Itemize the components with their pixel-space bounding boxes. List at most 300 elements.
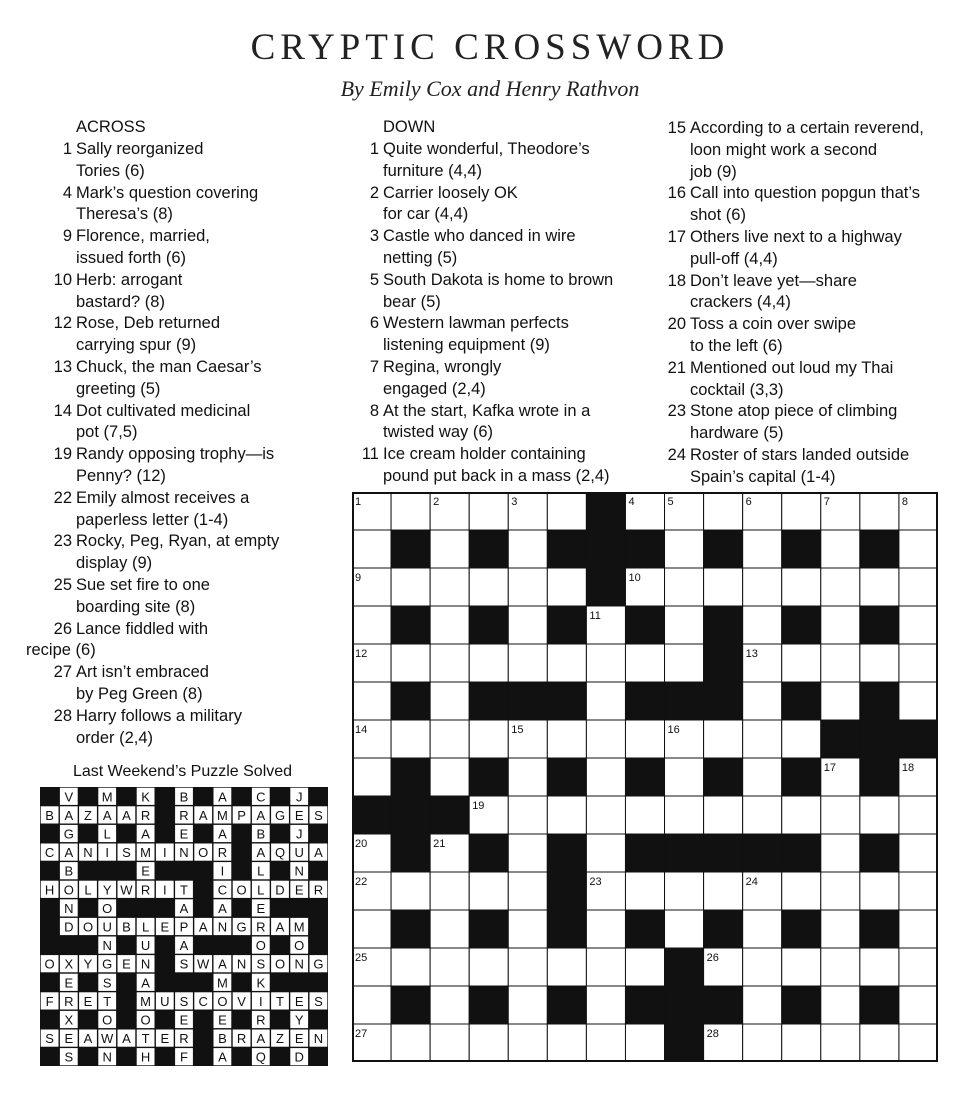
grid-cell[interactable] (508, 910, 547, 948)
clue-16[interactable] (660, 183, 960, 227)
black-square (547, 758, 586, 796)
grid-cell[interactable] (782, 644, 821, 682)
grid-cell[interactable] (391, 568, 430, 606)
grid-cell[interactable] (782, 492, 821, 530)
clue-23[interactable] (46, 531, 346, 575)
grid-cell[interactable] (508, 530, 547, 568)
grid-cell[interactable] (352, 682, 391, 720)
grid-cell[interactable] (508, 606, 547, 644)
clue-25[interactable] (46, 575, 346, 619)
clue-text: Sue set fire to one boarding site (8) (76, 575, 210, 616)
clue-text: Lance fiddled with (76, 619, 209, 638)
solved-letter: N (64, 900, 74, 916)
grid-cell[interactable] (704, 796, 743, 834)
black-square (469, 606, 508, 644)
grid-cell[interactable] (704, 720, 743, 758)
solved-letter: T (141, 1031, 150, 1047)
grid-cell[interactable] (430, 758, 469, 796)
grid-cell[interactable] (469, 872, 508, 910)
cell-number: 5 (667, 496, 674, 508)
black-square (665, 986, 704, 1024)
cell-number: 24 (745, 876, 758, 888)
solved-letter: E (141, 863, 150, 879)
clue-number: 14 (53, 401, 72, 420)
grid-cell[interactable] (508, 796, 547, 834)
clue-23[interactable] (660, 401, 960, 445)
grid-cell[interactable] (430, 682, 469, 720)
clue-19[interactable] (46, 444, 346, 488)
grid-cell[interactable] (821, 682, 860, 720)
clue-9[interactable] (46, 226, 346, 270)
clue-15[interactable] (660, 118, 960, 183)
cell-number: 7 (823, 496, 830, 508)
solved-letter: S (122, 845, 131, 861)
clue-number: 2 (369, 183, 379, 202)
solved-puzzle-grid (40, 787, 328, 1066)
grid-cell[interactable] (508, 644, 547, 682)
grid-cell[interactable] (469, 644, 508, 682)
solved-letter: S (102, 975, 112, 991)
clue-number: 3 (369, 227, 379, 246)
black-square (860, 986, 899, 1024)
grid-cell[interactable] (743, 986, 782, 1024)
clue-26[interactable] (46, 619, 346, 641)
grid-cell[interactable] (899, 606, 938, 644)
grid-cell[interactable] (782, 872, 821, 910)
solved-letter: U (140, 938, 151, 954)
cell-number: 21 (433, 838, 446, 850)
grid-cell[interactable] (352, 986, 391, 1024)
solved-letter: Q (274, 845, 286, 861)
clue-text: Castle who danced in wire netting (5) (383, 227, 576, 267)
grid-cell[interactable] (860, 568, 899, 606)
grid-cell[interactable] (430, 1024, 469, 1062)
grid-cell[interactable] (821, 986, 860, 1024)
grid-cell[interactable] (782, 948, 821, 986)
clue-text: Harry follows a military order (2,4) (76, 706, 242, 747)
cell-number: 9 (355, 572, 362, 584)
clue-number: 15 (667, 119, 686, 137)
clue-12[interactable] (46, 313, 346, 357)
clue-text: According to a certain reverend, loon might work a second job (9) (690, 119, 924, 181)
clue-number: 18 (667, 271, 686, 290)
solved-letter: N (294, 956, 304, 972)
solved-letter: E (83, 993, 93, 1009)
clue-number: 10 (53, 270, 72, 289)
grid-cell[interactable] (821, 910, 860, 948)
across-heading: ACROSS (76, 118, 146, 136)
clue-text: Western lawman perfects listening equipment (9) (383, 314, 569, 355)
clue-number: 20 (667, 315, 686, 334)
grid-cell[interactable] (782, 796, 821, 834)
grid-cell[interactable] (743, 606, 782, 644)
cell-number: 1 (355, 496, 362, 508)
solved-letter: U (102, 919, 112, 935)
grid-cell[interactable] (899, 644, 938, 682)
grid-cell[interactable] (352, 758, 391, 796)
cell-number: 14 (355, 724, 368, 736)
clue-number: 23 (53, 532, 72, 551)
clue-5[interactable] (353, 270, 653, 314)
grid-cell[interactable] (704, 872, 743, 910)
crossword-grid[interactable] (352, 492, 938, 1062)
black-square (625, 682, 664, 720)
grid-cell[interactable] (391, 720, 430, 758)
black-square (469, 910, 508, 948)
clue-number: 28 (53, 706, 72, 725)
grid-cell[interactable] (586, 986, 625, 1024)
grid-cell[interactable] (743, 1024, 782, 1062)
clue-13[interactable] (46, 357, 346, 401)
grid-cell[interactable] (547, 492, 586, 530)
grid-cell[interactable] (821, 568, 860, 606)
grid-cell[interactable] (586, 682, 625, 720)
grid-cell[interactable] (430, 910, 469, 948)
grid-cell[interactable] (391, 948, 430, 986)
black-square (625, 834, 664, 872)
grid-cell[interactable] (899, 682, 938, 720)
cell-number: 16 (667, 724, 680, 736)
grid-cell[interactable] (821, 644, 860, 682)
grid-cell[interactable] (860, 1024, 899, 1062)
solved-letter: K (141, 789, 150, 805)
black-square (625, 606, 664, 644)
solved-letter: S (179, 956, 189, 972)
clue-21[interactable] (660, 358, 960, 402)
black-square (391, 682, 430, 720)
clue-2[interactable] (353, 183, 653, 227)
solved-letter: E (64, 975, 74, 991)
solved-letter: O (102, 900, 113, 916)
black-square (899, 720, 938, 758)
solved-letter: S (45, 1031, 54, 1047)
solved-letter: X (64, 956, 74, 972)
solved-letter: E (294, 1031, 304, 1047)
grid-cell[interactable] (665, 758, 704, 796)
byline: By Emily Cox and Henry Rathvon (340, 76, 640, 101)
clue-7[interactable] (353, 357, 653, 401)
across-clue-list (26, 139, 346, 749)
solved-letter: R (140, 807, 151, 823)
grid-cell[interactable] (860, 796, 899, 834)
black-square (586, 568, 625, 606)
grid-cell[interactable] (586, 910, 625, 948)
clue-text: Roster of stars landed outside Spain’s capital (1-4) (690, 445, 910, 486)
solved-letter: Y (83, 956, 93, 972)
solved-letter: F (180, 1049, 188, 1065)
solved-letter: M (216, 807, 228, 823)
grid-cell[interactable] (625, 644, 664, 682)
grid-cell[interactable] (508, 834, 547, 872)
grid-cell[interactable] (586, 758, 625, 796)
grid-cell[interactable] (665, 644, 704, 682)
grid-cell[interactable] (665, 568, 704, 606)
clue-8[interactable] (353, 401, 653, 445)
cell-number: 19 (472, 800, 485, 812)
grid-cell[interactable] (430, 530, 469, 568)
grid-cell[interactable] (352, 530, 391, 568)
clue-18[interactable] (660, 271, 960, 315)
grid-cell[interactable] (665, 910, 704, 948)
grid-cell[interactable] (743, 568, 782, 606)
clue-27[interactable] (46, 662, 346, 706)
grid-cell[interactable] (586, 720, 625, 758)
down-clues-continued (660, 118, 960, 489)
solved-letter: R (256, 919, 266, 935)
black-square (704, 606, 743, 644)
black-square (586, 530, 625, 568)
grid-cell[interactable] (391, 492, 430, 530)
grid-cell[interactable] (821, 834, 860, 872)
black-square (469, 758, 508, 796)
black-square (508, 682, 547, 720)
grid-cell[interactable] (860, 948, 899, 986)
grid-cell[interactable] (665, 606, 704, 644)
solved-letter: T (276, 993, 284, 1009)
grid-cell[interactable] (586, 644, 625, 682)
clue-number: 11 (361, 445, 379, 464)
solved-letter: D (64, 919, 74, 935)
clue-17[interactable] (660, 227, 960, 271)
clue-text: Quite wonderful, Theodore’s furniture (4,4) (383, 140, 590, 180)
grid-cell[interactable] (899, 796, 938, 834)
solved-letter: G (63, 826, 74, 842)
clue-number: 21 (667, 358, 686, 377)
solved-letter: H (44, 882, 55, 898)
solved-letter: A (314, 845, 323, 861)
black-square (821, 720, 860, 758)
grid-cell[interactable] (821, 530, 860, 568)
grid-cell[interactable] (547, 1024, 586, 1062)
grid-cell[interactable] (547, 948, 586, 986)
cell-number: 18 (901, 762, 915, 774)
grid-cell[interactable] (469, 720, 508, 758)
grid-cell[interactable] (704, 492, 743, 530)
grid-cell[interactable] (743, 796, 782, 834)
solved-letter: A (198, 807, 208, 823)
solved-letter: E (160, 919, 170, 935)
solved-letter: J (295, 826, 303, 842)
grid-cell[interactable] (469, 568, 508, 606)
grid-cell[interactable] (586, 796, 625, 834)
grid-cell[interactable] (508, 986, 547, 1024)
clue-number: 6 (369, 314, 379, 333)
grid-cell[interactable] (782, 1024, 821, 1062)
solved-letter: P (237, 807, 246, 823)
solved-letter: O (236, 882, 247, 898)
grid-cell[interactable] (430, 948, 469, 986)
grid-cell[interactable] (430, 720, 469, 758)
grid-cell[interactable] (625, 796, 664, 834)
clue-11[interactable] (353, 444, 653, 488)
grid-cell[interactable] (899, 834, 938, 872)
black-square (704, 910, 743, 948)
clue-6[interactable] (353, 313, 653, 357)
grid-cell[interactable] (430, 986, 469, 1024)
clue-text: Randy opposing trophy—is Penny? (12) (76, 445, 275, 485)
cell-number: 22 (355, 876, 368, 888)
clue-4[interactable] (46, 183, 346, 227)
grid-cell[interactable] (469, 948, 508, 986)
solved-letter: T (180, 882, 188, 898)
grid-cell[interactable] (899, 1024, 938, 1062)
cell-number: 6 (745, 496, 752, 508)
clue-24[interactable] (660, 445, 960, 489)
cell-number: 17 (823, 762, 837, 774)
black-square (782, 834, 821, 872)
grid-cell[interactable] (899, 530, 938, 568)
solved-letter: O (63, 882, 74, 898)
solved-letter: R (179, 1031, 189, 1047)
solved-letter: O (294, 938, 305, 954)
grid-cell[interactable] (625, 872, 664, 910)
grid-cell[interactable] (821, 606, 860, 644)
clue-3[interactable] (353, 226, 653, 270)
grid-cell[interactable] (899, 910, 938, 948)
solved-letter: V (64, 789, 74, 805)
grid-cell[interactable] (508, 872, 547, 910)
grid-cell[interactable] (430, 872, 469, 910)
grid-cell[interactable] (430, 644, 469, 682)
grid-cell[interactable] (508, 948, 547, 986)
clue-number: 5 (369, 270, 379, 289)
solved-letter: H (140, 1049, 151, 1065)
clue-text: At the start, Kafka wrote in a twisted way (6) (383, 401, 591, 442)
grid-cell[interactable] (860, 872, 899, 910)
solved-letter: O (274, 956, 286, 972)
clue-number: 8 (369, 401, 379, 420)
solved-letter: N (102, 938, 112, 954)
solved-letter: R (64, 993, 74, 1009)
grid-cell[interactable] (665, 872, 704, 910)
clue-14[interactable] (46, 401, 346, 445)
clue-number: 12 (53, 314, 72, 333)
solved-letter: E (256, 900, 266, 916)
solved-letter: Y (102, 882, 112, 898)
solved-letter: A (218, 789, 227, 805)
grid-cell[interactable] (625, 948, 664, 986)
grid-cell[interactable] (547, 720, 586, 758)
grid-cell[interactable] (508, 568, 547, 606)
solved-letter: A (122, 807, 131, 823)
solved-letter: D (294, 1049, 304, 1065)
grid-cell[interactable] (821, 1024, 860, 1062)
clue-text: Stone atop piece of climbing hardware (5) (690, 402, 898, 443)
clue-text: Ice cream holder containing pound put back in a mass (2,4) (383, 445, 610, 485)
clue-22[interactable] (46, 488, 346, 532)
grid-cell[interactable] (586, 948, 625, 986)
solved-letter: S (179, 993, 189, 1009)
grid-cell[interactable] (352, 910, 391, 948)
grid-cell[interactable] (586, 834, 625, 872)
grid-cell[interactable] (430, 606, 469, 644)
clue-1[interactable] (353, 139, 653, 183)
grid-cell[interactable] (743, 758, 782, 796)
grid-cell[interactable] (899, 568, 938, 606)
solved-letter: L (141, 919, 150, 935)
grid-cell[interactable] (743, 682, 782, 720)
grid-cell[interactable] (860, 492, 899, 530)
solved-letter: O (102, 1012, 113, 1028)
solved-letter: M (293, 919, 305, 935)
grid-cell[interactable] (743, 948, 782, 986)
solved-letter: R (256, 1012, 266, 1028)
black-square (782, 682, 821, 720)
grid-cell[interactable] (704, 568, 743, 606)
black-square (704, 682, 743, 720)
clue-10[interactable] (46, 270, 346, 314)
black-square (547, 606, 586, 644)
grid-cell[interactable] (665, 530, 704, 568)
grid-cell[interactable] (743, 720, 782, 758)
black-square (782, 910, 821, 948)
solved-letter: A (256, 845, 266, 861)
grid-cell[interactable] (665, 796, 704, 834)
clue-text: South Dakota is home to brown bear (5) (383, 270, 614, 311)
black-square (782, 606, 821, 644)
clue-1[interactable] (46, 139, 346, 183)
grid-cell[interactable] (469, 1024, 508, 1062)
grid-cell[interactable] (899, 872, 938, 910)
grid-cell[interactable] (743, 910, 782, 948)
grid-cell[interactable] (899, 948, 938, 986)
black-square (352, 796, 391, 834)
clue-cont[interactable] (26, 640, 346, 662)
solved-letter: O (217, 993, 228, 1009)
grid-cell[interactable] (547, 796, 586, 834)
solved-puzzle-title: Last Weekend’s Puzzle Solved (72, 763, 293, 780)
grid-cell[interactable] (821, 796, 860, 834)
grid-cell[interactable] (508, 1024, 547, 1062)
grid-cell[interactable] (743, 530, 782, 568)
solved-letter: M (140, 845, 152, 861)
solved-letter: O (198, 845, 209, 861)
grid-cell[interactable] (782, 568, 821, 606)
clue-number: 22 (53, 488, 72, 507)
grid-cell[interactable] (547, 568, 586, 606)
grid-cell[interactable] (430, 568, 469, 606)
solved-letter: O (82, 919, 94, 935)
grid-cell[interactable] (899, 986, 938, 1024)
grid-cell[interactable] (821, 948, 860, 986)
clue-28[interactable] (46, 706, 346, 750)
grid-cell[interactable] (391, 1024, 430, 1062)
grid-cell[interactable] (508, 758, 547, 796)
grid-cell[interactable] (821, 872, 860, 910)
solved-letter: N (102, 1049, 112, 1065)
solved-letter: S (64, 1049, 74, 1065)
grid-cell[interactable] (860, 644, 899, 682)
clue-number: 1 (369, 140, 379, 158)
grid-cell[interactable] (391, 872, 430, 910)
clue-number: 4 (62, 183, 72, 202)
black-square (860, 758, 899, 796)
grid-cell[interactable] (586, 1024, 625, 1062)
grid-cell[interactable] (391, 644, 430, 682)
clue-text: Art isn’t embraced by Peg Green (8) (76, 663, 209, 703)
clue-number: 24 (667, 445, 686, 464)
clue-number: 17 (667, 227, 686, 246)
clue-20[interactable] (660, 314, 960, 358)
grid-cell[interactable] (352, 606, 391, 644)
grid-cell[interactable] (469, 492, 508, 530)
grid-cell[interactable] (782, 720, 821, 758)
grid-cell[interactable] (625, 1024, 664, 1062)
grid-cell[interactable] (625, 720, 664, 758)
grid-cell[interactable] (547, 644, 586, 682)
solved-letter: A (141, 975, 150, 991)
solved-letter: E (160, 1031, 170, 1047)
